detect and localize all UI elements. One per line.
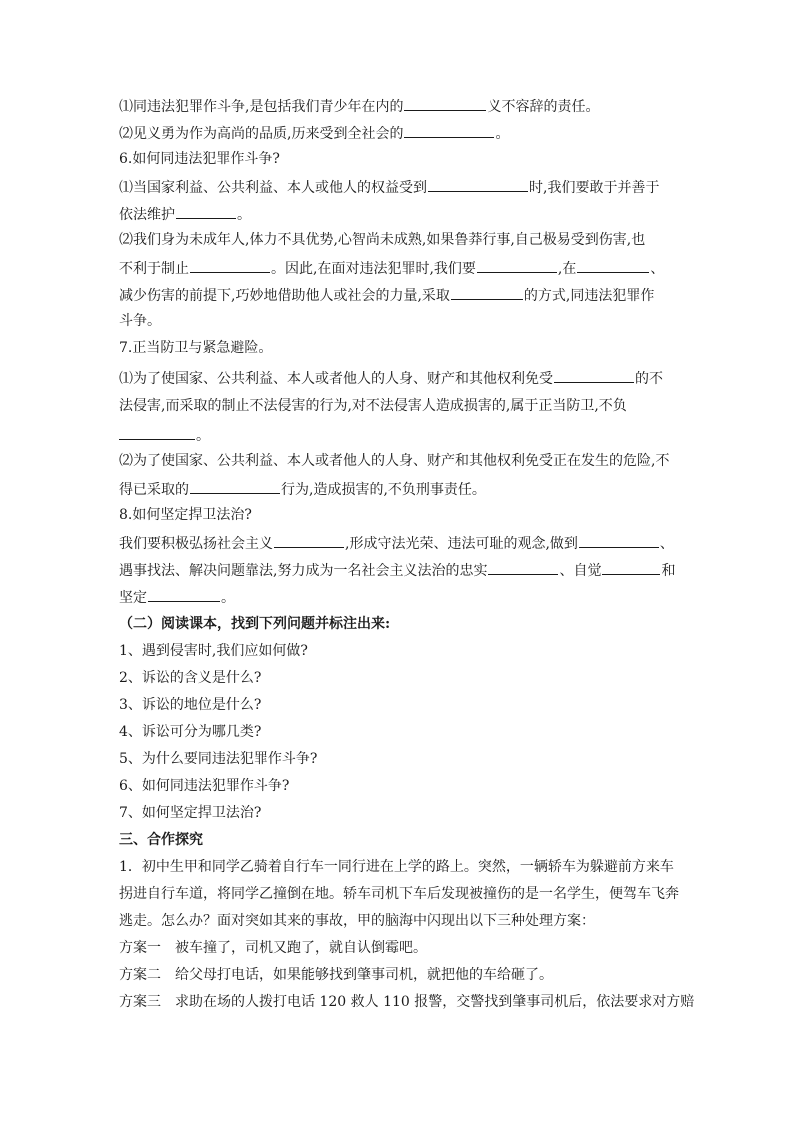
text: 减少伤害的前提下,巧妙地借助他人或社会的力量,采取 (119, 288, 450, 304)
text: 。 (495, 126, 510, 142)
text: 。 (221, 590, 235, 606)
text: ⑴为了使国家、公共利益、本人或者他人的人身、财产和其他权利免受 (119, 371, 553, 387)
text: 遇事找法、解决问题靠法,努力成为一名社会主义法治的忠实 (119, 563, 488, 579)
text: 、 (650, 261, 665, 277)
list-item: 3、诉讼的地位是什么? (119, 697, 262, 713)
fill-line-5 (119, 205, 251, 223)
fill-line-18 (119, 561, 675, 579)
text: 不利于制止 (119, 261, 189, 277)
fill-line-11 (119, 369, 663, 387)
answer-blank[interactable] (428, 178, 528, 192)
answer-blank[interactable] (274, 534, 344, 548)
list-item: 5、为什么要同违法犯罪作斗争? (119, 751, 318, 767)
answer-blank[interactable] (554, 369, 634, 383)
paragraph-line: 斗争。 (119, 313, 161, 329)
text: 的不 (635, 371, 663, 387)
section-heading-cooperation: 三、合作探究 (119, 832, 203, 848)
text: 的方式,同违法犯罪作 (523, 288, 655, 304)
text: ,在 (557, 261, 577, 277)
answer-blank[interactable] (602, 561, 660, 575)
fill-line-15 (119, 480, 486, 498)
text: 行为,造成损害的,不负刑事责任。 (281, 482, 486, 498)
paragraph-line: 逃走。怎么办？面对突如其来的事故，甲的脑海中闪现出以下三种处理方案： (119, 913, 595, 929)
text: 得已采取的 (119, 482, 189, 498)
fill-line-19 (119, 588, 235, 606)
text: 、自觉 (559, 563, 602, 579)
text: 时,我们要敢于并善于 (529, 180, 660, 196)
text: ⑴同违法犯罪作斗争,是包括我们青少年在内的 (119, 99, 404, 115)
fill-line-1 (119, 97, 599, 115)
answer-blank[interactable] (451, 286, 523, 300)
paragraph-line: 拐进自行车道，将同学乙撞倒在地。轿车司机下车后发现被撞伤的是一名学生，便驾车飞奔 (119, 886, 679, 902)
text: 义不容辞的责任。 (487, 99, 600, 115)
fill-line-8 (119, 286, 654, 304)
paragraph-line: ⑵我们身为未成年人,体力不具优势,心智尚未成熟,如果鲁莽行事,自己极易受到伤害,也 (119, 232, 646, 248)
fill-line-7 (119, 259, 664, 277)
answer-blank[interactable] (119, 426, 195, 440)
text: 和 (661, 563, 676, 579)
answer-blank[interactable] (579, 534, 659, 548)
question-heading-8: 8.如何坚定捍卫法治? (119, 507, 252, 523)
text: 坚定 (119, 590, 147, 606)
fill-line-13 (119, 426, 210, 444)
fill-line-17 (119, 534, 674, 552)
answer-blank[interactable] (190, 259, 270, 273)
text: ⑵见义勇为作为高尚的品质,历来受到全社会的 (119, 126, 404, 142)
fill-line-2 (119, 124, 509, 142)
question-heading-6: 6.如何同违法犯罪作斗争? (119, 151, 280, 167)
text: 。 (237, 207, 251, 223)
text: 依法维护 (119, 207, 175, 223)
answer-blank[interactable] (148, 588, 220, 602)
list-item: 1、遇到侵害时,我们应如何做? (119, 643, 308, 659)
paragraph-line: 1．初中生甲和同学乙骑着自行车一同行进在上学的路上。突然，一辆轿车为躲避前方来车 (119, 859, 674, 875)
fill-line-4 (119, 178, 659, 196)
question-heading-7: 7.正当防卫与紧急避险。 (119, 340, 273, 356)
text: 。因此,在面对违法犯罪时,我们要 (271, 261, 476, 277)
text: 、 (659, 536, 674, 552)
answer-blank[interactable] (577, 259, 649, 273)
option-line: 方案二 给父母打电话，如果能够找到肇事司机，就把他的车给砸了。 (119, 967, 553, 983)
option-line: 方案三 求助在场的人拨打电话 120 救人 110 报警，交警找到肇事司机后，依法要求对方赔 (119, 994, 695, 1010)
list-item: 4、诉讼可分为哪几类? (119, 724, 262, 740)
list-item: 2、诉讼的含义是什么? (119, 670, 262, 686)
answer-blank[interactable] (404, 124, 494, 138)
answer-blank[interactable] (477, 259, 557, 273)
list-item: 6、如何同违法犯罪作斗争? (119, 778, 290, 794)
answer-blank[interactable] (404, 97, 486, 111)
paragraph-line: 法侵害,而采取的制止不法侵害的行为,对不法侵害人造成损害的,属于正当防卫,不负 (119, 398, 627, 414)
text: ⑴当国家利益、公共利益、本人或他人的权益受到 (119, 180, 427, 196)
list-item: 7、如何坚定捍卫法治? (119, 805, 262, 821)
section-heading-reading: （二）阅读课本，找到下列问题并标注出来: (119, 616, 391, 632)
option-line: 方案一 被车撞了，司机又跑了，就自认倒霉吧。 (119, 940, 427, 956)
text: 我们要积极弘扬社会主义 (119, 536, 273, 552)
paragraph-line: ⑵为了使国家、公共利益、本人或者他人的人身、财产和其他权利免受正在发生的危险,不 (119, 453, 670, 469)
answer-blank[interactable] (190, 480, 280, 494)
answer-blank[interactable] (176, 205, 236, 219)
text: ,形成守法光荣、违法可耻的观念,做到 (345, 536, 578, 552)
answer-blank[interactable] (488, 561, 558, 575)
text: 。 (196, 428, 210, 444)
